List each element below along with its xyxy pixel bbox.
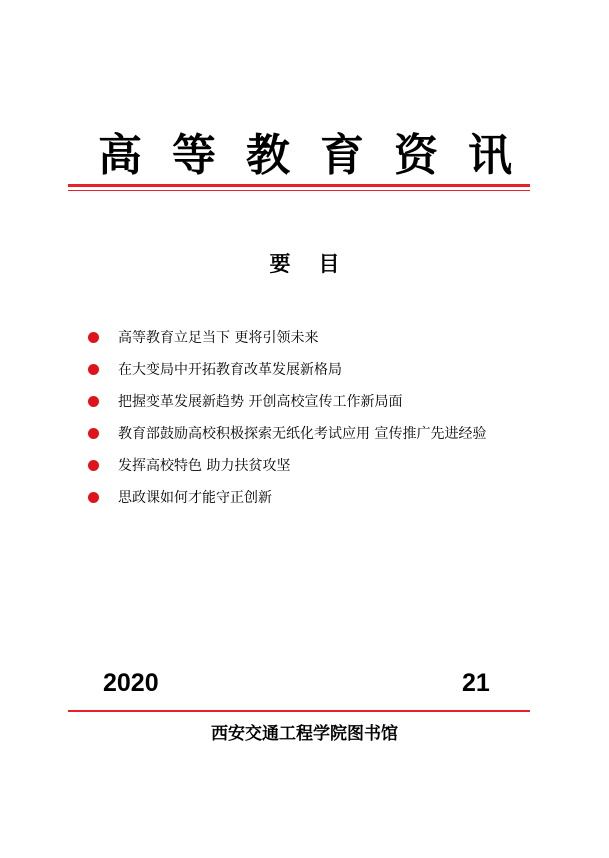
list-item[interactable] [88, 417, 558, 449]
red-bullet-icon [88, 364, 99, 375]
list-item-label: 在大变局中开拓教育改革发展新格局 [118, 362, 342, 378]
list-item[interactable] [88, 481, 558, 513]
red-bullet-icon [88, 492, 99, 503]
footer-rule [68, 710, 530, 712]
list-item-label: 发挥高校特色 助力扶贫攻坚 [118, 458, 291, 474]
contents-heading: 要目 [269, 251, 368, 276]
masthead-title: 高等教育资讯 [98, 130, 542, 181]
list-item-label: 思政课如何才能守正创新 [118, 490, 272, 506]
red-bullet-icon [88, 460, 99, 471]
list-item[interactable] [88, 449, 558, 481]
list-item-label: 把握变革发展新趋势 开创高校宣传工作新局面 [118, 394, 403, 410]
list-item-label: 教育部鼓励高校积极探索无纸化考试应用 宣传推广先进经验 [118, 426, 487, 442]
red-bullet-icon [88, 428, 99, 439]
masthead-rule-thin [68, 190, 530, 191]
list-item[interactable] [88, 385, 558, 417]
red-bullet-icon [88, 396, 99, 407]
issue-number: 21 [462, 669, 490, 697]
list-item[interactable] [88, 321, 558, 353]
list-item[interactable] [88, 353, 558, 385]
contents-list [88, 321, 558, 513]
publisher-name: 西安交通工程学院图书馆 [211, 724, 398, 744]
masthead-rule-thick [68, 184, 530, 187]
red-bullet-icon [88, 332, 99, 343]
issue-year: 2020 [103, 669, 159, 697]
list-item-label: 高等教育立足当下 更将引领未来 [118, 330, 319, 346]
